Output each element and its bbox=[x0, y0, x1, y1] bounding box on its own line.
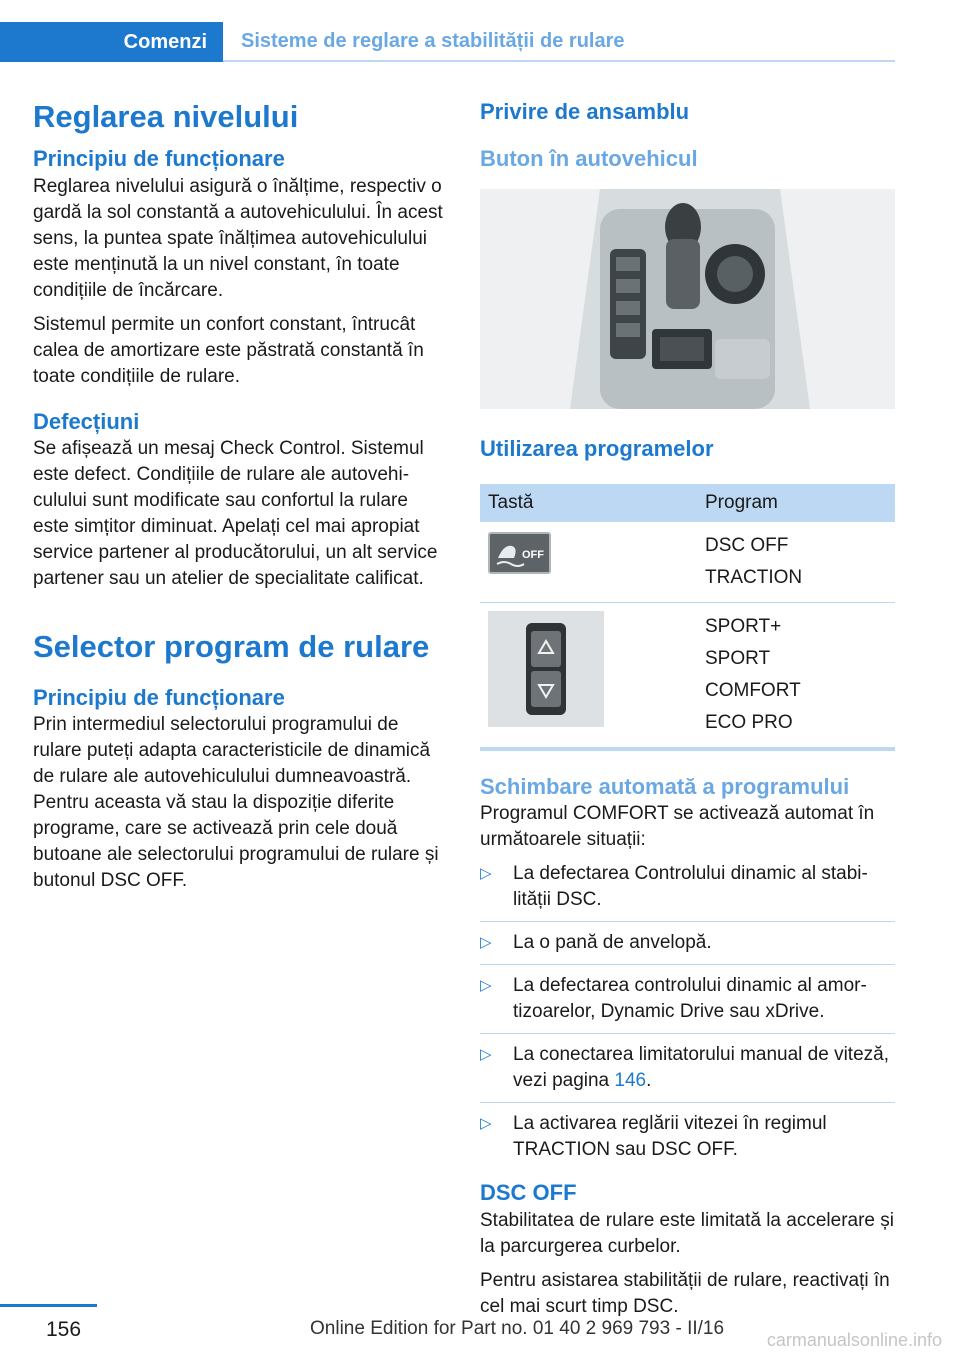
program-dsc-off: DSC OFF bbox=[705, 534, 789, 556]
section-tab[interactable]: Comenzi bbox=[0, 22, 223, 62]
paragraph: Se afișează un mesaj Check Control. Sistemul este defect. Condițiile de rulare ale autovehiculului sunt modificate sau confortul la rulare este simțitor diminuat. Apelați cel mai apropiat service partener al producătorului, un alt service partener sau un atelier de specialitate calificat. bbox=[33, 438, 438, 590]
center-console-illustration bbox=[480, 189, 895, 409]
column-header-program: Program bbox=[697, 484, 895, 522]
heading-usage: Utilizarea programelor bbox=[480, 436, 714, 462]
column-header-key: Tastă bbox=[480, 484, 697, 522]
page-header bbox=[0, 22, 895, 62]
subheading-principle: Principiu de funcționare bbox=[33, 146, 285, 172]
list-item: ▷ La o pană de anvelopă. bbox=[480, 930, 895, 965]
triangle-bullet-icon: ▷ bbox=[480, 865, 492, 883]
page-link[interactable]: 146 bbox=[614, 1070, 647, 1092]
subheading-principle: Principiu de funcționare bbox=[33, 684, 285, 710]
paragraph: Pentru asistarea stabilității de rulare, reactivați în cel mai scurt timp DSC. bbox=[480, 1269, 890, 1317]
dsc-off-key-label: OFF bbox=[521, 548, 544, 561]
chapter-title[interactable]: Sisteme de reglare a stabilității de rulare bbox=[223, 22, 895, 62]
program-table bbox=[480, 484, 895, 751]
program-eco-pro: ECO PRO bbox=[705, 711, 793, 733]
program-comfort: COMFORT bbox=[705, 679, 801, 701]
paragraph: Sistemul permite un confort constant, întrucât calea de amortizare este păstrată constantă în toate condițiile de rulare. bbox=[33, 313, 424, 387]
dsc-off-key-icon bbox=[488, 532, 551, 574]
footer-rule bbox=[0, 1304, 97, 1307]
triangle-bullet-icon: ▷ bbox=[480, 934, 492, 952]
triangle-bullet-icon: ▷ bbox=[480, 977, 492, 995]
table-row bbox=[480, 522, 895, 603]
paragraph: Stabilitatea de rulare este limitată la accelerare și la parcurgerea curbelor. bbox=[480, 1209, 894, 1257]
list-item: ▷ La conectarea limitatorului manual de viteză, vezi pagina 146. bbox=[480, 1042, 895, 1103]
list-item: ▷ La defectarea Controlului dinamic al stabilității DSC. bbox=[480, 861, 895, 922]
center-console-photo bbox=[480, 189, 895, 409]
auto-change-list bbox=[480, 861, 895, 1171]
heading-leveling: Reglarea nivelului bbox=[33, 99, 299, 134]
paragraph: Programul COMFORT se activează automat în următoarele situații: bbox=[480, 803, 875, 851]
paragraph: Prin intermediul selectorului programului de rulare puteți adapta caracteristicile de dinamică de rulare ale autovehiculului dumneavoastră. Pentru aceasta vă stau la dispoziție diferite programe, care se activează prin cele două butoane ale selectorului programului de rulare și butonul DSC OFF. bbox=[33, 714, 439, 892]
triangle-bullet-icon: ▷ bbox=[480, 1115, 492, 1133]
paragraph: Reglarea nivelului asigură o înălțime, respectiv o gardă la sol constantă a autovehiculului. În acest sens, la puntea spate înălțimea autovehiculului este menținută la un nivel constant, în toate condițiile de încărcare. bbox=[33, 175, 443, 301]
subheading-faults: Defecțiuni bbox=[33, 408, 140, 434]
edition-text: Online Edition for Part no. 01 40 2 969 793 - II/16 bbox=[310, 1318, 725, 1339]
left-column bbox=[33, 98, 448, 902]
triangle-bullet-icon: ▷ bbox=[480, 1046, 492, 1064]
right-column bbox=[480, 98, 895, 1328]
program-sport-plus: SPORT+ bbox=[705, 615, 782, 637]
rocker-switch-icon bbox=[488, 611, 604, 727]
program-sport: SPORT bbox=[705, 647, 771, 669]
heading-dsc-off: DSC OFF bbox=[480, 1180, 577, 1206]
heading-selector: Selector program de rulare bbox=[33, 629, 430, 665]
table-row bbox=[480, 602, 895, 749]
list-item: ▷ La defectarea controlului dinamic al amortizoarelor, Dynamic Drive sau xDrive. bbox=[480, 973, 895, 1034]
page-number: 156 bbox=[46, 1318, 82, 1341]
heading-overview: Privire de ansamblu bbox=[480, 99, 690, 124]
subheading-button: Buton în autovehicul bbox=[480, 145, 698, 171]
list-item: ▷ La activarea reglării vitezei în regimul TRACTION sau DSC OFF. bbox=[480, 1113, 827, 1161]
watermark: carmanualsonline.info bbox=[766, 1330, 942, 1350]
program-traction: TRACTION bbox=[705, 566, 803, 588]
heading-auto-change: Schimbare automată a programului bbox=[480, 773, 850, 799]
